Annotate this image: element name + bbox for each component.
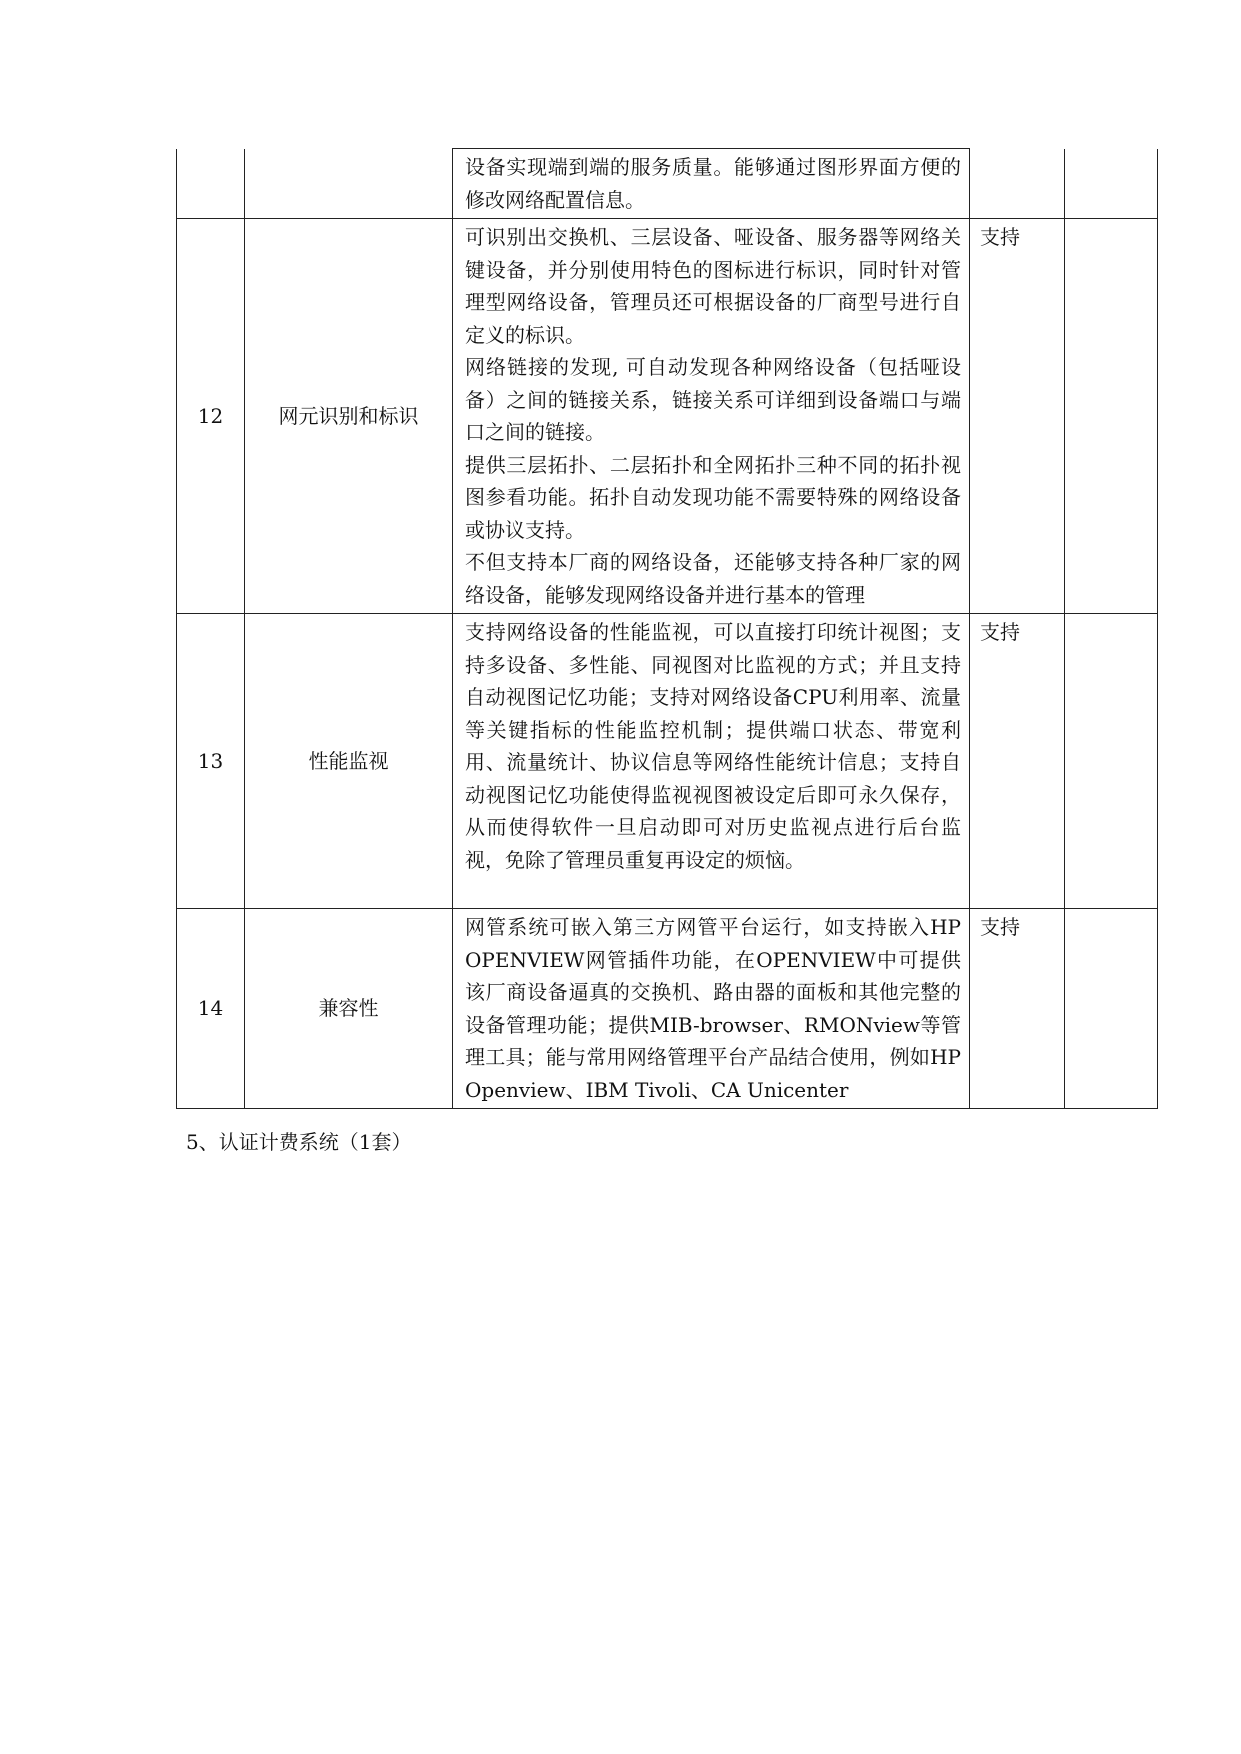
- description-paragraph: 网管系统可嵌入第三方网管平台运行，如支持嵌入HP OPENVIEW网管插件功能，在OPENVIEW中可提供该厂商设备逼真的交换机、路由器的面板和其他完整的设备管理功能；提供MIB-browser、RMONview等管理工具；能与常用网络管理平台产品结合使用，例如HP Openview、IBM Tivoli、CA Unicenter: [465, 915, 961, 1102]
- item-name: [245, 149, 453, 219]
- table-row: [177, 614, 1158, 909]
- note-cell: [1065, 149, 1158, 219]
- item-name: 网元识别和标识: [245, 219, 453, 614]
- table-row: [177, 909, 1158, 1109]
- item-description: [453, 219, 970, 614]
- note-cell: [1065, 909, 1158, 1109]
- item-name: 兼容性: [245, 909, 453, 1109]
- response-cell: 支持: [970, 614, 1065, 909]
- spec-table: [176, 148, 1158, 1109]
- description-paragraph: 网络链接的发现, 可自动发现各种网络设备（包括哑设备）之间的链接关系，链接关系可详细到设备端口与端口之间的链接。: [465, 355, 961, 444]
- description-paragraph: 设备实现端到端的服务质量。能够通过图形界面方便的修改网络配置信息。: [465, 155, 961, 212]
- response-cell: 支持: [970, 219, 1065, 614]
- item-name: 性能监视: [245, 614, 453, 909]
- description-paragraph: 支持网络设备的性能监视，可以直接打印统计视图；支持多设备、多性能、同视图对比监视的方式；并且支持自动视图记忆功能；支持对网络设备CPU利用率、流量等关键指标的性能监控机制；提供端口状态、带宽利用、流量统计、协议信息等网络性能统计信息；支持自动视图记忆功能使得监视视图被设定后即可永久保存，从而使得软件一旦启动即可对历史监视点进行后台监视，免除了管理员重复再设定的烦恼。: [465, 620, 961, 872]
- row-number: 14: [177, 909, 245, 1109]
- response-cell: 支持: [970, 909, 1065, 1109]
- description-paragraph: 可识别出交换机、三层设备、哑设备、服务器等网络关键设备，并分别使用特色的图标进行标识，同时针对管理型网络设备，管理员还可根据设备的厂商型号进行自定义的标识。: [465, 225, 961, 347]
- note-cell: [1065, 219, 1158, 614]
- row-number: [177, 149, 245, 219]
- response-cell: [970, 149, 1065, 219]
- description-paragraph: 提供三层拓扑、二层拓扑和全网拓扑三种不同的拓扑视图参看功能。拓扑自动发现功能不需要特殊的网络设备或协议支持。: [465, 452, 961, 542]
- table-row: [177, 219, 1158, 614]
- item-description: [453, 909, 970, 1109]
- note-cell: [1065, 614, 1158, 909]
- section-heading: 5、认证计费系统（1套）: [186, 1130, 412, 1154]
- item-description: [453, 149, 970, 219]
- row-number: 12: [177, 219, 245, 614]
- description-paragraph: 不但支持本厂商的网络设备，还能够支持各种厂家的网络设备，能够发现网络设备并进行基本的管理: [465, 550, 961, 607]
- table-row: [177, 149, 1158, 219]
- item-description: [453, 614, 970, 909]
- row-number: 13: [177, 614, 245, 909]
